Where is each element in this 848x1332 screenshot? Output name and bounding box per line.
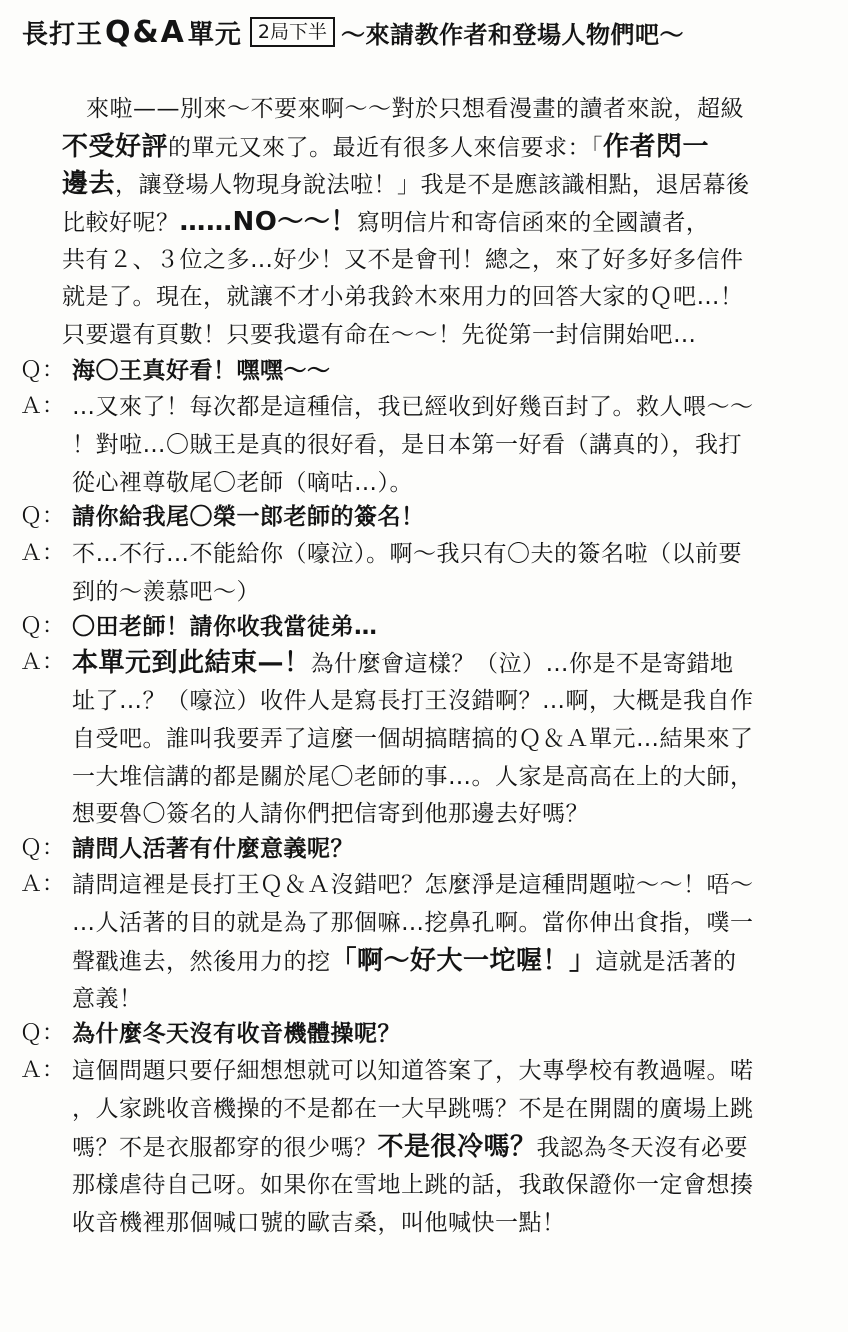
answer-label: Ａ： <box>20 1058 65 1083</box>
text-line <box>72 797 589 831</box>
text-line <box>72 1168 754 1202</box>
text-line <box>72 646 734 681</box>
text-line <box>62 167 750 202</box>
text-run: 不…不行…不能給你（嚎泣）。啊～我只有〇夫的簽名啦（以前要 <box>72 541 742 567</box>
text-run: 只要還有頁數！只要我還有命在～～！先從第一封信開始吧… <box>62 322 697 348</box>
text-run: 址了…？（嚎泣）收件人是寫長打王沒錯啊？…啊，大概是我自作 <box>72 688 754 714</box>
emphasis-text: 不受好評 <box>62 132 169 162</box>
emphasis-text: 邊去 <box>62 169 116 199</box>
text-line <box>72 1092 754 1126</box>
text-line <box>62 205 709 240</box>
text-line <box>72 832 354 866</box>
emphasis-text: 「啊～好大一坨喔！」 <box>330 946 596 976</box>
text-run: ，讓登場人物現身說法啦！」我是不是應該識相點，退居幕後 <box>115 172 750 198</box>
text-run: 意義！ <box>72 986 143 1012</box>
text-run: ，人家跳收音機操的不是都在一大早跳嗎？不是在開闊的廣場上跳 <box>72 1096 754 1122</box>
text-line <box>72 906 754 940</box>
header-unit: 單元 <box>187 19 242 50</box>
header-inning-box: 2局下半 <box>250 17 335 47</box>
text-run: 這個問題只要仔細想想就可以知道答案了，大專學校有教過喔。喏 <box>72 1058 754 1084</box>
text-line <box>72 466 413 500</box>
text-line <box>62 318 697 352</box>
emphasis-text: 本單元到此結束—！ <box>72 648 311 678</box>
text-line <box>72 944 737 979</box>
text-run: 就是了。現在，就讓不才小弟我鈴木來用力的回答大家的Ｑ吧…！ <box>62 284 744 310</box>
text-run: 寫明信片和寄信函來的全國讀者， <box>356 210 710 236</box>
text-line <box>72 982 143 1016</box>
text-run: 到的～羨慕吧～） <box>72 579 260 605</box>
text-run: 為什麼會這樣？（泣）…你是不是寄錯地 <box>310 651 734 677</box>
answer-label: Ａ： <box>20 650 65 675</box>
text-line <box>72 537 742 571</box>
text-run: 〇田老師！請你收我當徒弟… <box>72 614 378 640</box>
text-run: 收音機裡那個喊口號的歐吉桑，叫他喊快一點！ <box>72 1210 566 1236</box>
header-subtitle: ～來請教作者和登場人物們吧～ <box>341 20 685 49</box>
text-run: 來啦——別來～不要來啊～～對於只想看漫畫的讀者來說，超級 <box>86 96 744 122</box>
text-line <box>72 1017 401 1051</box>
text-line <box>72 1054 754 1088</box>
text-line <box>72 500 425 534</box>
question-label: Ｑ： <box>20 836 65 861</box>
text-line <box>72 575 260 609</box>
emphasis-text: 不是很冷嗎？ <box>377 1132 537 1162</box>
text-line <box>72 390 754 424</box>
text-line <box>86 92 744 126</box>
text-run: 聲戳進去，然後用力的挖 <box>72 949 331 975</box>
header-qa-logo: Q&A <box>105 14 186 50</box>
text-line <box>72 722 754 756</box>
text-run: 想要魯〇簽名的人請你們把信寄到他那邊去好嗎？ <box>72 801 589 827</box>
text-line <box>72 760 754 794</box>
emphasis-text: 作者閃一 <box>603 132 710 162</box>
text-run: 為什麼冬天沒有收音機體操呢？ <box>72 1021 401 1047</box>
text-line <box>72 354 331 388</box>
question-label: Ｑ： <box>20 614 65 639</box>
text-run: ！對啦…〇賊王是真的很好看，是日本第一好看（講真的），我打 <box>72 432 742 458</box>
text-run: 請問人活著有什麼意義呢？ <box>72 836 354 862</box>
text-line <box>72 1206 566 1240</box>
emphasis-text: ……NO～～！ <box>179 207 357 237</box>
text-run: 這就是活著的 <box>595 949 737 975</box>
answer-label: Ａ： <box>20 394 65 419</box>
text-run: 請問這裡是長打王Ｑ＆Ａ沒錯吧？怎麼淨是這種問題啦～～！唔～ <box>72 872 754 898</box>
text-run: 的單元又來了。最近有很多人來信要求：「 <box>168 135 604 161</box>
text-line <box>72 868 754 902</box>
text-line <box>62 280 744 314</box>
text-line <box>62 243 744 277</box>
text-line <box>72 1130 748 1165</box>
text-line <box>72 428 742 462</box>
text-run: 比較好呢？ <box>62 210 180 236</box>
question-label: Ｑ： <box>20 504 65 529</box>
question-label: Ｑ： <box>20 358 65 383</box>
text-run: 嗎？不是衣服都穿的很少嗎？ <box>72 1135 378 1161</box>
text-line <box>72 610 378 644</box>
text-run: …又來了！每次都是這種信，我已經收到好幾百封了。救人喂～～ <box>72 394 754 420</box>
text-run: 自受吧。誰叫我要弄了這麼一個胡搞瞎搞的Ｑ＆Ａ單元…結果來了 <box>72 726 754 752</box>
text-run: 一大堆信講的都是關於尾〇老師的事…。人家是高高在上的大師， <box>72 764 754 790</box>
answer-label: Ａ： <box>20 541 65 566</box>
header <box>22 10 684 54</box>
question-label: Ｑ： <box>20 1021 65 1046</box>
text-run: 我認為冬天沒有必要 <box>536 1135 749 1161</box>
text-run: 那樣虐待自己呀。如果你在雪地上跳的話，我敢保證你一定會想揍 <box>72 1172 754 1198</box>
text-run: …人活著的目的就是為了那個嘛…挖鼻孔啊。當你伸出食指，噗一 <box>72 910 754 936</box>
text-run: 請你給我尾〇榮一郎老師的簽名！ <box>72 504 425 530</box>
text-run: 共有２、３位之多…好少！又不是會刊！總之，來了好多好多信件 <box>62 247 744 273</box>
text-run: 從心裡尊敬尾〇老師（嘀咕…）。 <box>72 470 413 496</box>
text-line <box>62 130 709 165</box>
header-title: 長打王 <box>22 19 104 50</box>
text-line <box>72 684 754 718</box>
text-run: 海〇王真好看！嘿嘿～～ <box>72 358 331 384</box>
answer-label: Ａ： <box>20 872 65 897</box>
